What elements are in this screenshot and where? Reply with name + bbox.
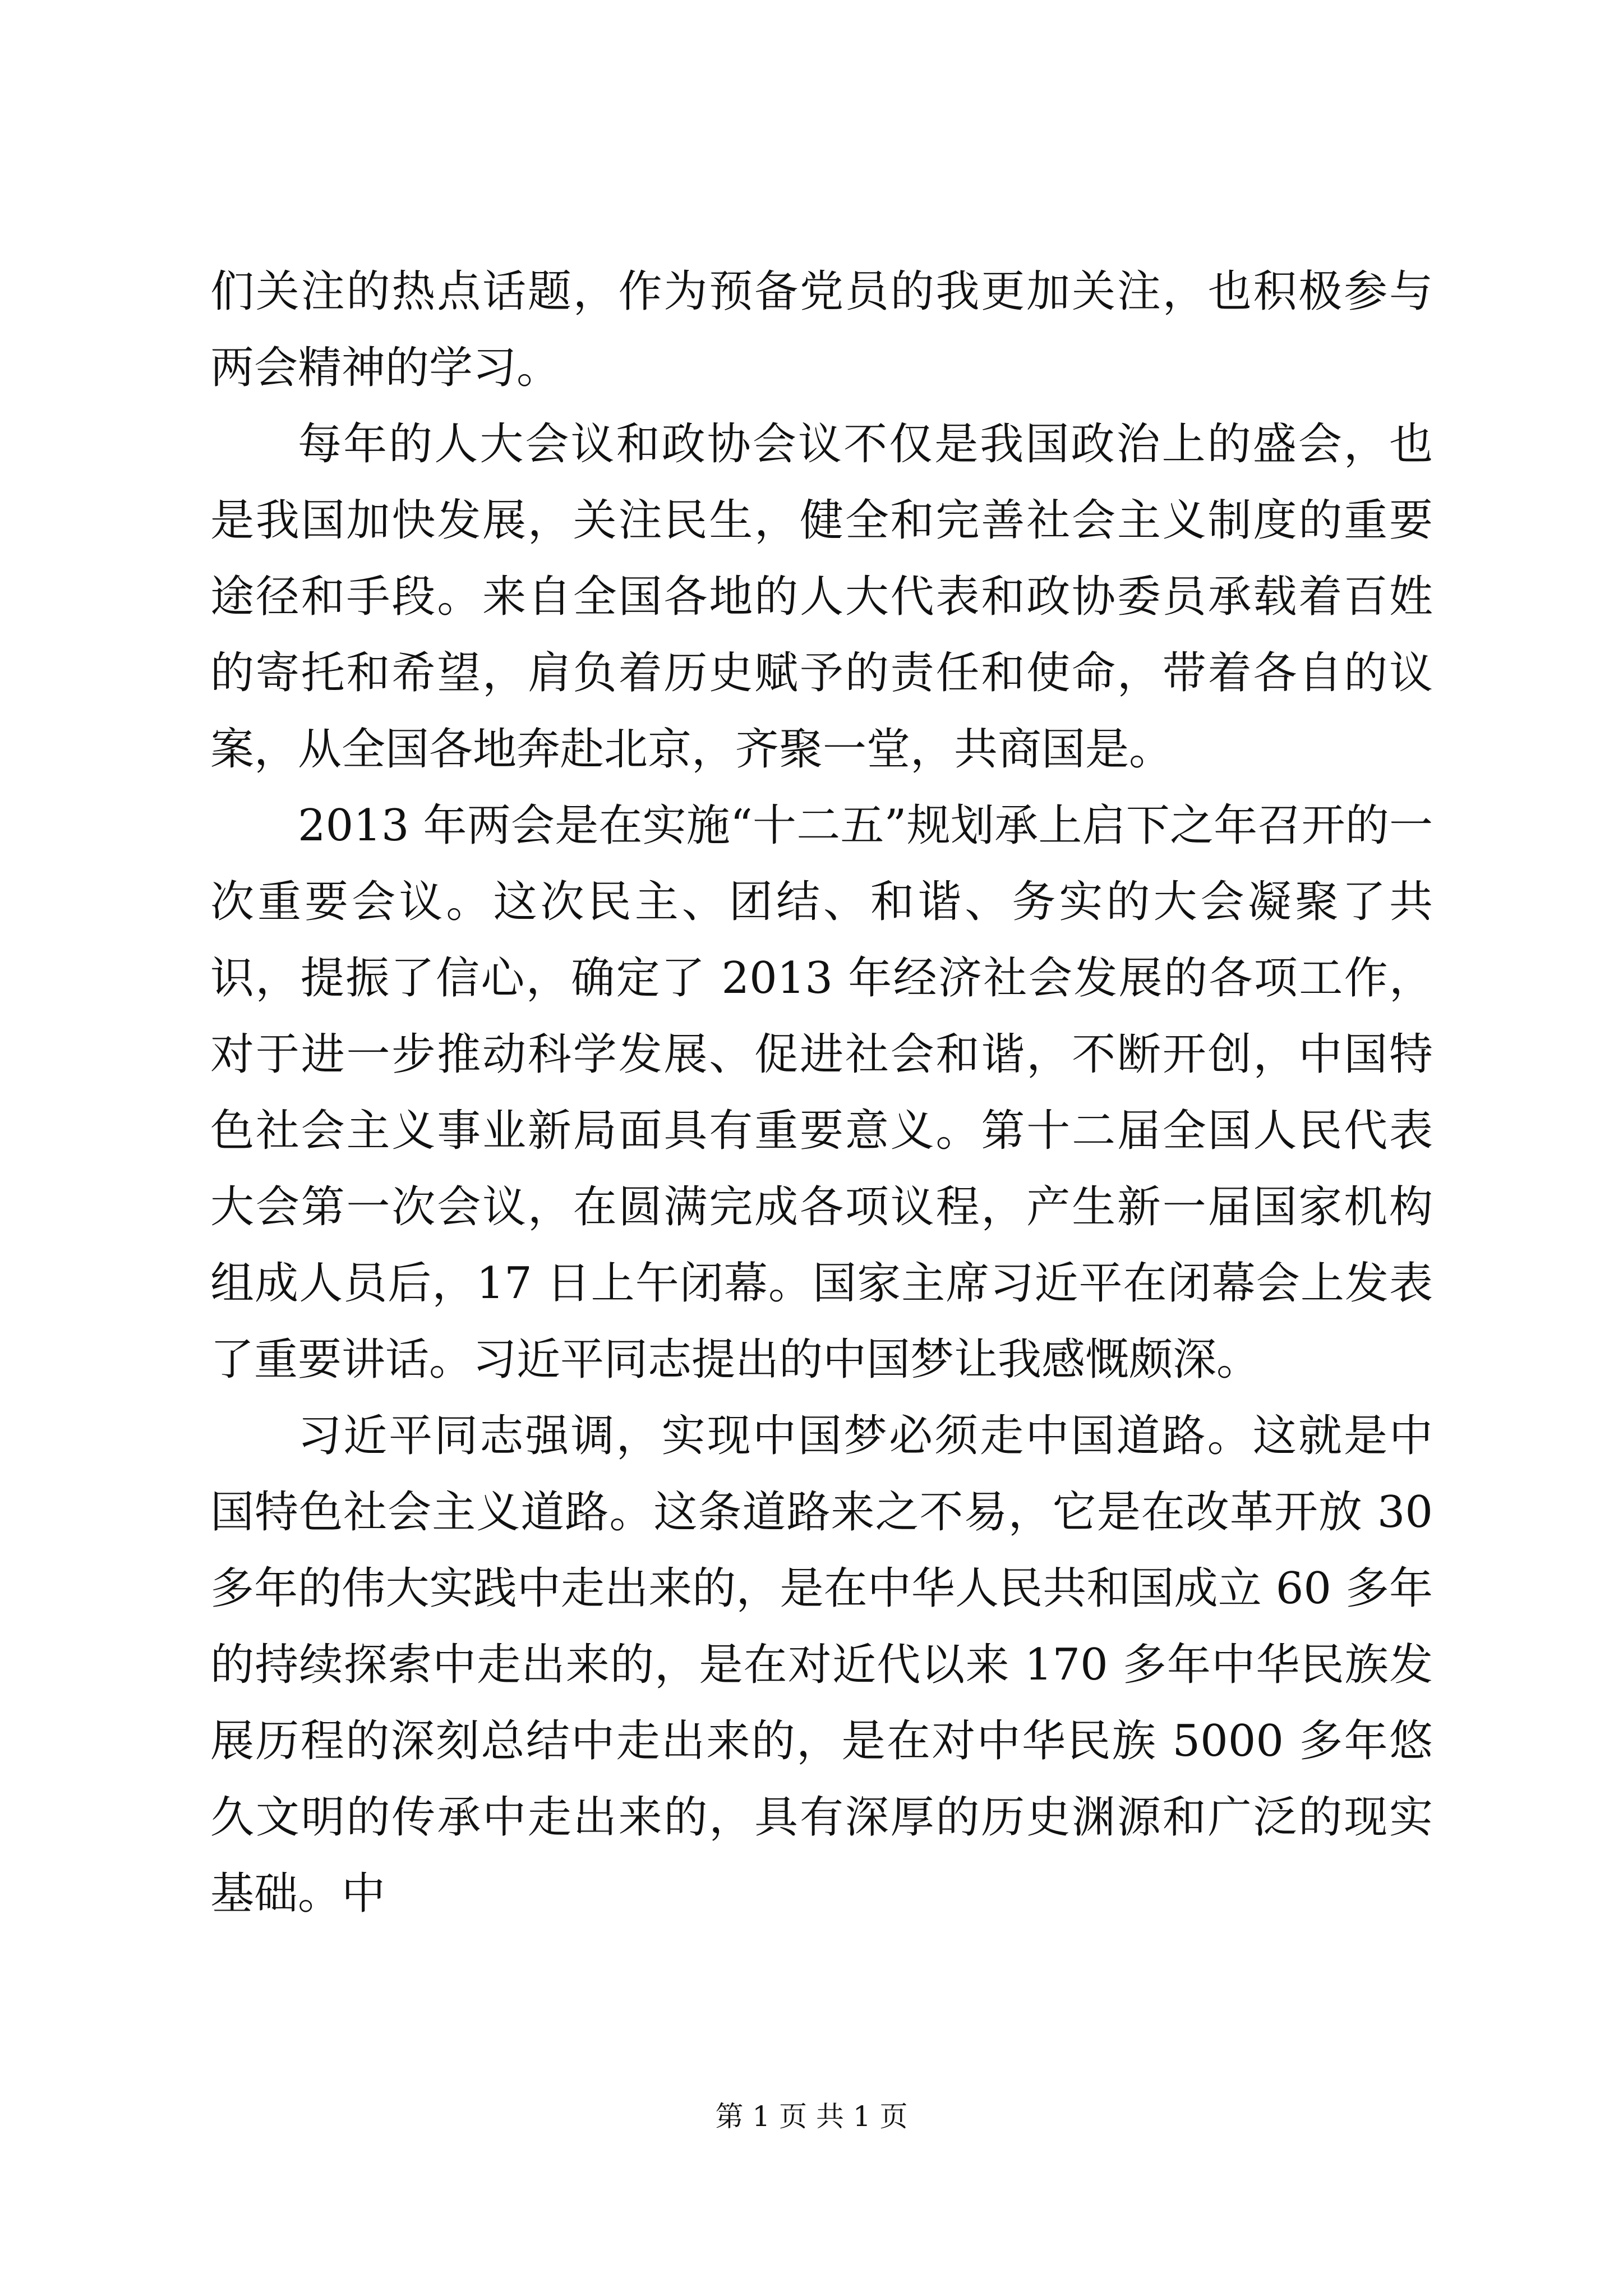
document-body: [210, 254, 1433, 1932]
paragraph-4: 习近平同志强调，实现中国梦必须走中国道路。这就是中国特色社会主义道路。这条道路来之不易，它是在改革开放 30 多年的伟大实践中走出来的，是在中华人民共和国成立 60 多年的持续探索中走出来的，是在对近代以来 170 多年中华民族发展历程的深刻总结中走出来的，是在对中华民族 5000 多年悠久文明的传承中走出来的，具有深厚的历史渊源和广泛的现实基础。中: [210, 1411, 1433, 1919]
page-footer: 第 1 页 共 1 页: [715, 2100, 908, 2133]
paragraph-3: 2013 年两会是在实施“十二五”规划承上启下之年召开的一次重要会议。这次民主、团结、和谐、务实的大会凝聚了共识，提振了信心，确定了 2013 年经济社会发展的各项工作，对于进一步推动科学发展、促进社会和谐，不断开创，中国特色社会主义事业新局面具有重要意义。第十二届全国人民代表大会第一次会议，在圆满完成各项议程，产生新一届国家机构组成人员后，17 日上午闭幕。国家主席习近平在闭幕会上发表了重要讲话。习近平同志提出的中国梦让我感慨颇深。: [210, 800, 1433, 1385]
paragraph-2: 每年的人大会议和政协会议不仅是我国政治上的盛会，也是我国加快发展，关注民生，健全和完善社会主义制度的重要途径和手段。来自全国各地的人大代表和政协委员承载着百姓的寄托和希望，肩负着历史赋予的责任和使命，带着各自的议案，从全国各地奔赴北京，齐聚一堂，共商国是。: [210, 419, 1433, 775]
paragraph-1: 们关注的热点话题，作为预备党员的我更加关注，也积极参与两会精神的学习。: [210, 266, 1433, 393]
